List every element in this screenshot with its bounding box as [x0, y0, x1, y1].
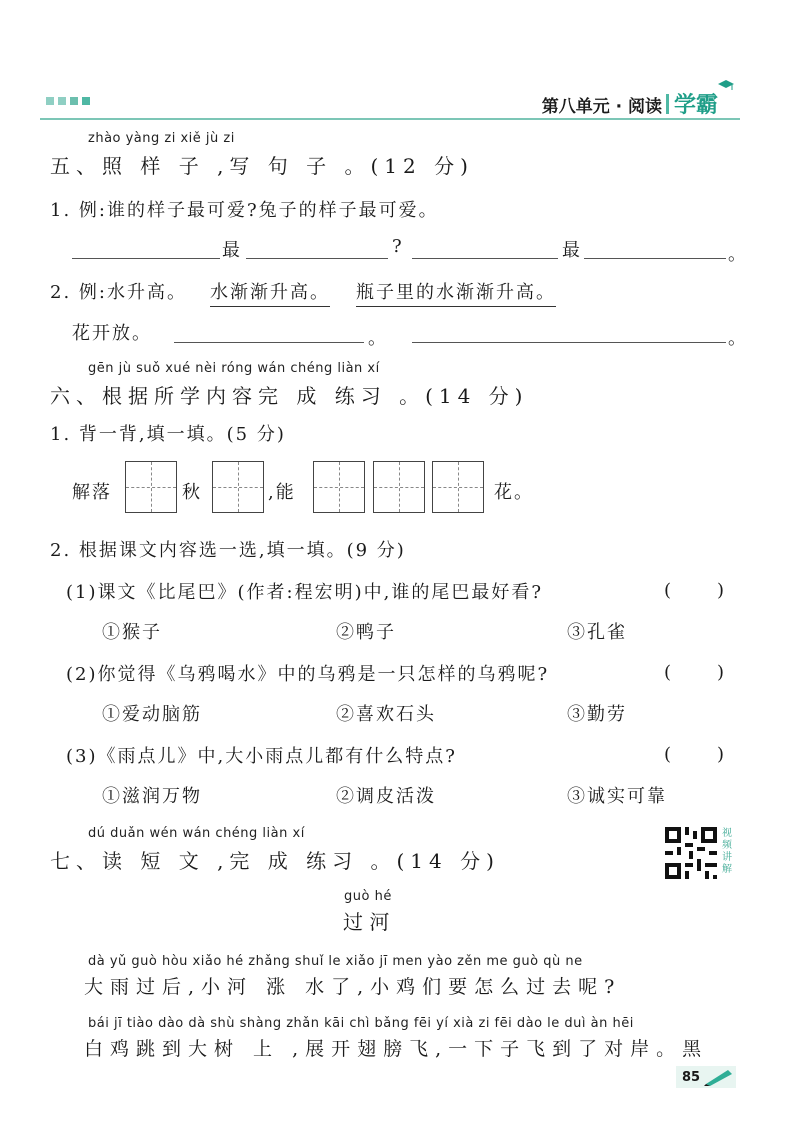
answer-blank[interactable]	[584, 258, 726, 259]
page-number: 85	[682, 1070, 701, 1085]
option-2-2: ②喜欢石头	[336, 704, 436, 725]
option-2-3: ③勤劳	[567, 704, 627, 725]
answer-blank[interactable]	[246, 258, 388, 259]
header-separator	[666, 94, 669, 114]
q1-zui-2: 最	[562, 240, 582, 261]
header-decor-square	[46, 97, 54, 105]
answer-paren[interactable]: ()	[664, 662, 771, 683]
unit-title: 第八单元 · 阅读	[541, 97, 662, 117]
story-title: 过 河	[343, 910, 390, 934]
pencil-icon	[704, 1068, 734, 1086]
story-line1-pinyin: dà yǔ guò hòu xiǎo hé zhǎng shuǐ le xiǎo jī men yào zěn me guò qù ne	[88, 954, 583, 969]
section6-heading: 六、根据所学内容完 成 练习 。(14 分)	[50, 384, 529, 408]
q2-end-mark-1: 。	[368, 328, 388, 349]
q2-example-1: 水渐渐升高。	[210, 278, 330, 307]
header-decor-square	[58, 97, 66, 105]
answer-paren[interactable]: ()	[664, 744, 771, 765]
writing-grid-box[interactable]	[212, 461, 264, 513]
option-1-3: ③孔雀	[567, 622, 627, 643]
fill-text-a: 解落	[72, 482, 112, 503]
q1-question-mark: ?	[392, 236, 404, 257]
section7-pinyin: dú duǎn wén wán chéng liàn xí	[88, 826, 305, 841]
header-decor-square	[70, 97, 78, 105]
section5-q2-prefix: 2. 例:水升高。	[50, 282, 187, 303]
q2-example-2: 瓶子里的水渐渐升高。	[356, 278, 556, 307]
fill-text-d: 花。	[494, 482, 534, 503]
fill-text-c: ,能	[268, 482, 296, 503]
section6-pinyin: gēn jù suǒ xué nèi róng wán chéng liàn xí	[88, 361, 380, 376]
writing-grid-box[interactable]	[125, 461, 177, 513]
option-1-2: ②鸭子	[336, 622, 396, 643]
option-1-1: ①猴子	[102, 622, 162, 643]
header-decor-square	[82, 97, 90, 105]
choice-question-1: (1)课文《比尾巴》(作者:程宏明)中,谁的尾巴最好看?	[66, 582, 543, 603]
header-rule	[40, 118, 740, 120]
brand-logo: 学霸	[674, 93, 719, 118]
answer-blank[interactable]	[412, 342, 726, 343]
q2-end-mark-2: 。	[728, 328, 748, 349]
option-3-3: ③诚实可靠	[567, 786, 667, 807]
section7-heading: 七、读 短 文 ,完 成 练习 。(14 分)	[50, 849, 500, 873]
writing-grid-box[interactable]	[373, 461, 425, 513]
option-3-1: ①滋润万物	[102, 786, 202, 807]
answer-paren[interactable]: ()	[664, 580, 771, 601]
option-2-1: ①爱动脑筋	[102, 704, 202, 725]
q1-zui-1: 最	[222, 240, 242, 261]
fill-text-b: 秋	[182, 482, 202, 503]
section6-q1: 1. 背一背,填一填。(5 分)	[50, 424, 286, 445]
story-line2: 白鸡跳到大树 上 ,展开翅膀飞,一下子飞到了对岸。黑	[84, 1038, 709, 1060]
option-3-2: ②调皮活泼	[336, 786, 436, 807]
section5-pinyin: zhào yàng zi xiě jù zi	[88, 131, 235, 146]
q2-prompt: 花开放。	[72, 323, 152, 344]
q1-end-mark: 。	[728, 244, 748, 265]
section6-q2: 2. 根据课文内容选一选,填一填。(9 分)	[50, 540, 406, 561]
qr-code-icon[interactable]	[665, 827, 717, 879]
answer-blank[interactable]	[412, 258, 558, 259]
section5-heading: 五、照 样 子 ,写 句 子 。(12 分)	[50, 154, 474, 178]
graduation-cap-icon	[718, 80, 734, 90]
qr-label: 视频讲解	[722, 828, 732, 875]
page-header	[0, 0, 800, 130]
title-pinyin: guò hé	[344, 889, 392, 904]
story-line2-pinyin: bái jī tiào dào dà shù shàng zhǎn kāi chì bǎng fēi yí xià zi fēi dào le duì àn hēi	[88, 1016, 634, 1031]
answer-blank[interactable]	[72, 258, 220, 259]
story-line1: 大雨过后,小河 涨 水了,小鸡们要怎么过去呢?	[84, 976, 622, 998]
writing-grid-box[interactable]	[313, 461, 365, 513]
section5-q1: 1. 例:谁的样子最可爱?兔子的样子最可爱。	[50, 200, 439, 221]
writing-grid-box[interactable]	[432, 461, 484, 513]
choice-question-3: (3)《雨点儿》中,大小雨点儿都有什么特点?	[66, 746, 457, 767]
choice-question-2: (2)你觉得《乌鸦喝水》中的乌鸦是一只怎样的乌鸦呢?	[66, 664, 550, 685]
answer-blank[interactable]	[174, 342, 364, 343]
